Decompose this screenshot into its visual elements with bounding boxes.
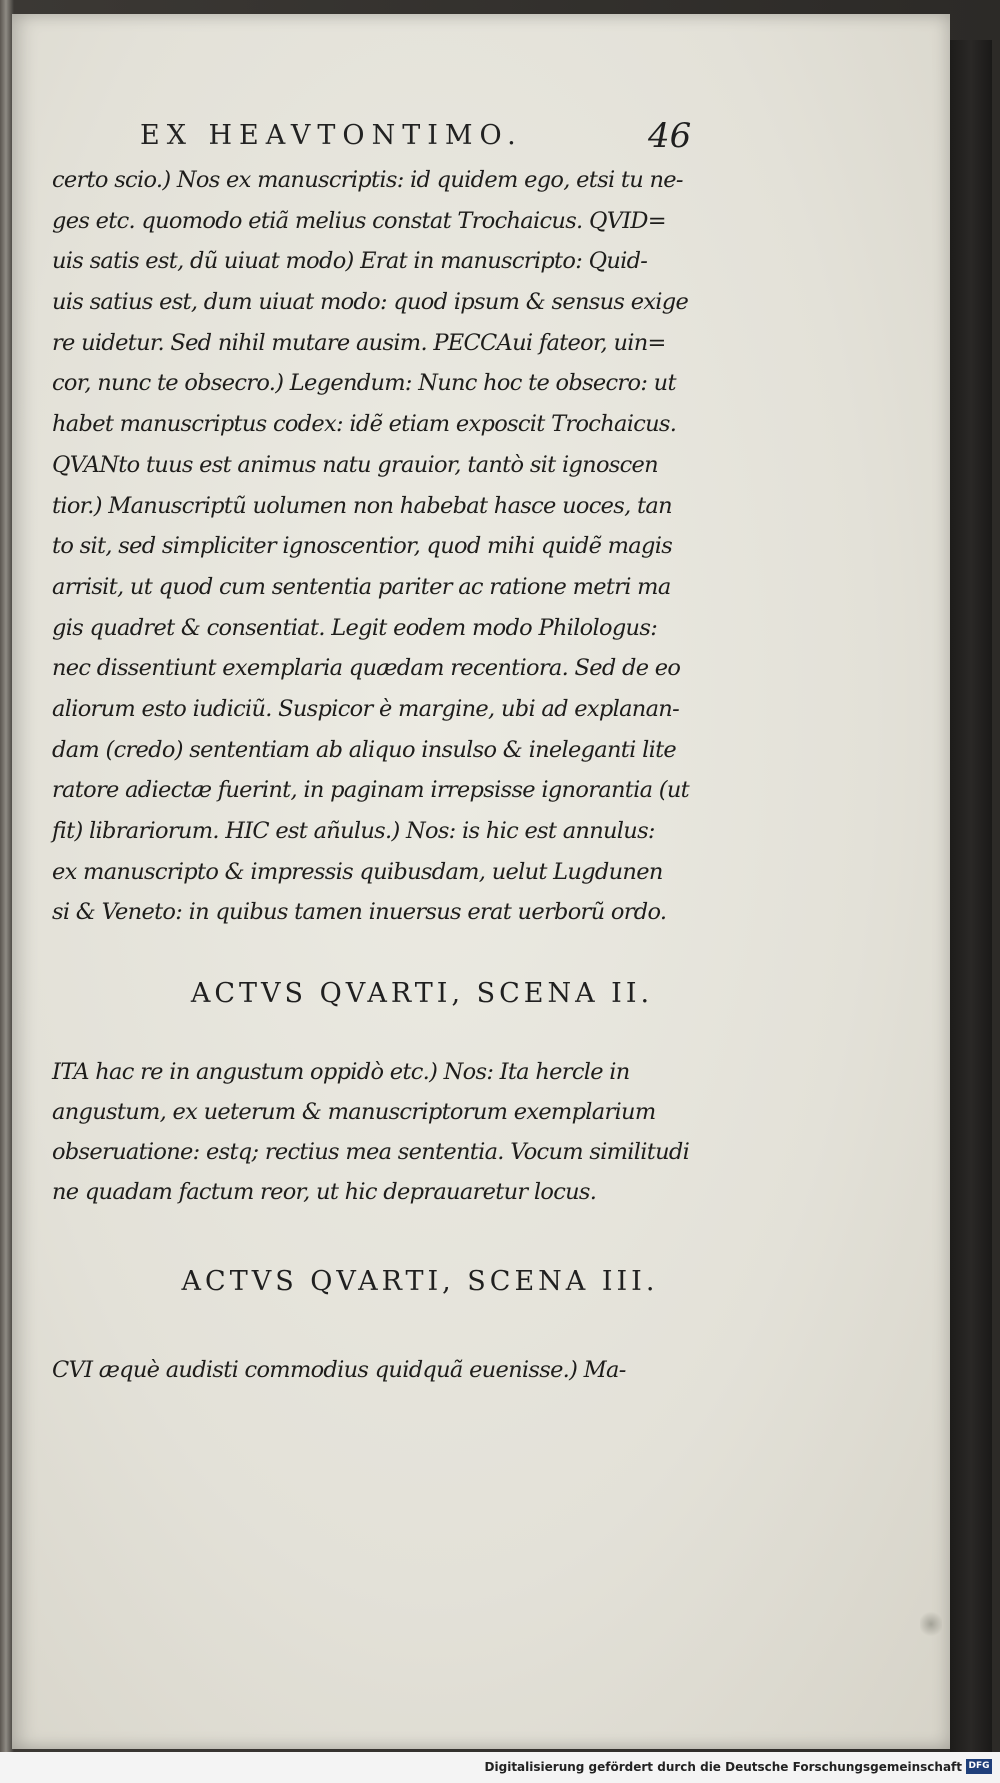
text-line: gis quadret & consentiat. Legit eodem modo Philologus: [52, 614, 658, 641]
text-line: QVANto tuus est animus natu grauior, tantò sit ignoscen [52, 451, 658, 478]
text-line: habet manuscriptus codex: idẽ etiam exposcit Trochaicus. [52, 411, 677, 438]
text-line: angustum, ex ueterum & manuscriptorum exemplarium [52, 1099, 656, 1125]
text-line: re uidetur. Sed nihil mutare ausim. PECCAui fateor, uin= [52, 329, 666, 356]
text-line: ges etc. quomodo etiã melius constat Trochaicus. QVID= [52, 207, 666, 234]
text-line: ex manuscripto & impressis quibusdam, uelut Lugdunen [52, 858, 663, 885]
text-line: cor, nunc te obsecro.) Legendum: Nunc hoc te obsecro: ut [52, 370, 676, 397]
text-line: si & Veneto: in quibus tamen inuersus erat uerborũ ordo. [52, 899, 667, 926]
dfg-logo: DFG [966, 1759, 992, 1774]
text-line: dam (credo) sententiam ab aliquo insulso & ineleganti lite [52, 736, 677, 763]
text-block-scena-3 [52, 1350, 764, 1391]
text-line: tior.) Manuscriptũ uolumen non habebat hasce uoces, tan [52, 492, 672, 519]
text-line: uis satius est, dum uiuat modo: quod ipsum & sensus exige [52, 289, 689, 316]
text-line: certo scio.) Nos ex manuscriptis: id quidem ego, etsi tu ne- [52, 167, 683, 193]
text-line: to sit, sed simpliciter ignoscentior, quod mihi quidẽ magis [52, 533, 673, 560]
page-smudge [920, 1610, 942, 1638]
text-line: ne quadam factum reor, ut hic deprauaretur locus. [52, 1179, 597, 1205]
text-block-scena-2 [52, 1052, 764, 1212]
text-line: arrisit, ut quod cum sententia pariter ac ratione metri ma [52, 573, 671, 600]
footer-credit: Digitalisierung gefördert durch die Deutsche Forschungsgemeinschaft [484, 1760, 962, 1774]
text-line: ITA hac re in angustum oppidò etc.) Nos: Ita hercle in [52, 1059, 630, 1085]
section-heading-scena-2: ACTVS QVARTI, SCENA II. [190, 978, 654, 1009]
running-head: EX HEAVTONTIMO. [140, 120, 523, 151]
book-edge [950, 40, 992, 1760]
text-line: CVI æquè audisti commodius quidquã euenisse.) Ma- [52, 1357, 626, 1383]
text-line: ratore adiectæ fuerint, in paginam irrepsisse ignorantia (ut [52, 777, 689, 804]
text-line: obseruatione: estq; rectius mea sententia. Vocum similitudi [52, 1139, 690, 1165]
section-heading-scena-3: ACTVS QVARTI, SCENA III. [181, 1266, 659, 1297]
text-line: uis satis est, dũ uiuat modo) Erat in manuscripto: Quid- [52, 248, 648, 275]
text-line: fit) librariorum. HIC est añulus.) Nos: is hic est annulus: [52, 818, 655, 844]
text-line: nec dissentiunt exemplaria quædam recentiora. Sed de eo [52, 655, 681, 682]
text-line: aliorum esto iudiciũ. Suspicor è margine, ubi ad explanan- [52, 695, 679, 722]
text-block-commentary [52, 160, 764, 933]
page-number: 46 [648, 116, 692, 156]
